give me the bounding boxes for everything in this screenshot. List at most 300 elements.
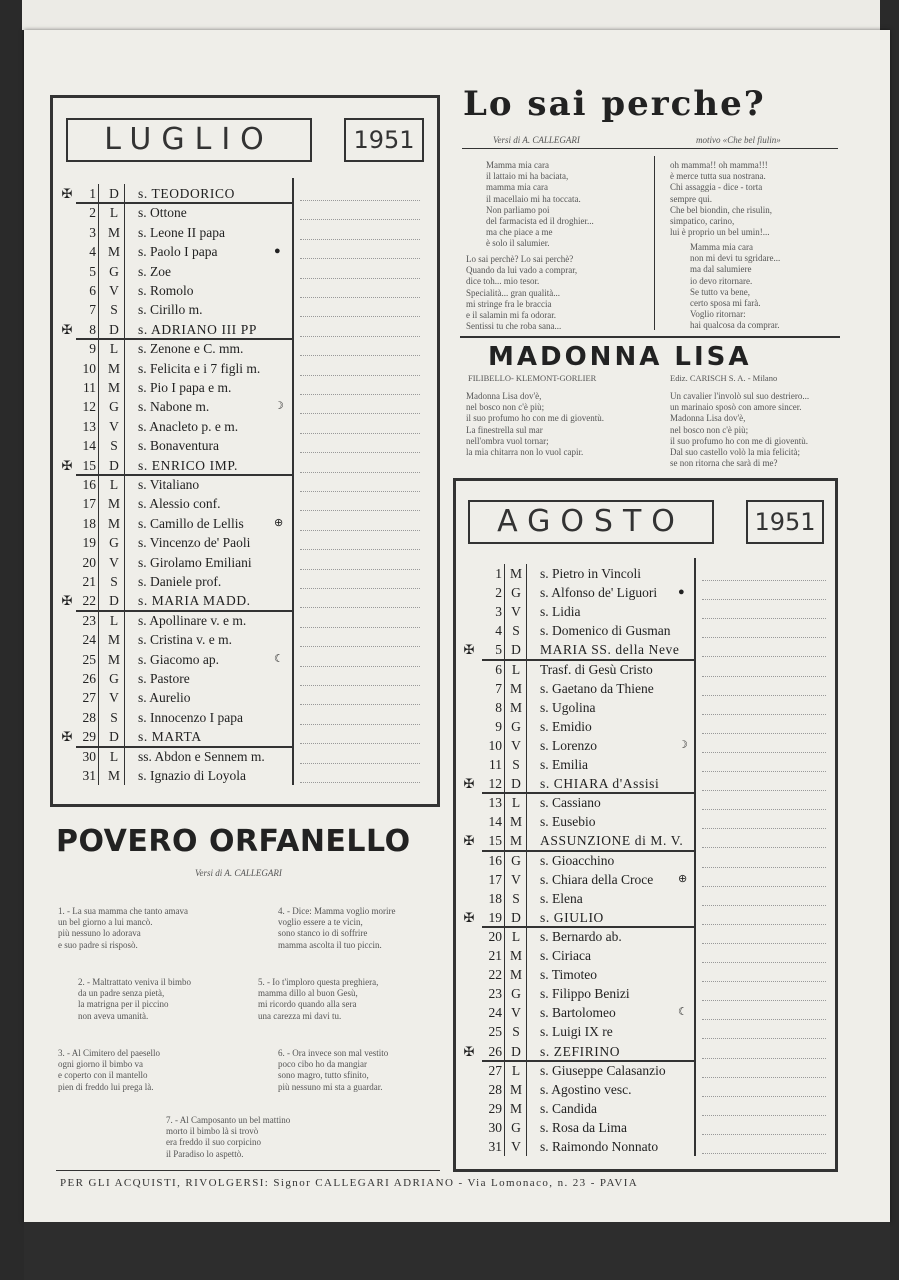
saint-name: s. Alessio conf. [138,496,221,512]
saint-name: s. TEODORICO [138,186,235,201]
moon-phase-icon: ⊕ [678,872,688,885]
day-row [460,660,700,679]
saint-name: ss. Abdon e Sennem m. [138,748,265,764]
day-row [58,262,298,281]
saint-name: s. Vincenzo de' Paoli [138,535,251,551]
weekday: L [511,795,521,811]
madonna-lisa-authors: FILIBELLO- KLEMONT-GORLIER [468,373,597,383]
day-number: 17 [488,871,502,887]
weekday: M [107,651,120,667]
saint-name: s. GIULIO [540,909,604,925]
day-number: 16 [82,477,96,492]
cross-icon: ✠ [61,321,73,337]
notes-line [300,394,420,396]
weekday: S [110,302,118,318]
day-row [58,630,298,649]
cross-icon: ✠ [61,593,73,609]
saint-name: s. Daniele prof. [138,574,222,589]
notes-line [300,763,420,765]
agosto-month-title: AGOSTO [468,500,714,544]
weekday: S [512,890,520,906]
day-row [58,359,298,378]
notes-line [300,607,420,609]
notes-line [702,981,826,983]
notes-line [702,733,826,735]
moon-phase-icon: ⊕ [274,516,284,529]
cross-icon: ✠ [463,833,475,849]
day-row [58,553,298,572]
weekday: M [107,768,120,783]
notes-line [300,627,420,629]
day-number: 25 [82,651,96,667]
day-number: 8 [89,321,96,337]
notes-line [300,200,420,202]
notes-line [702,1134,826,1136]
saint-name: s. CHIARA d'Assisi [540,776,660,792]
weekday: D [511,1043,521,1059]
weekday: M [509,1081,522,1097]
moon-phase-icon: ☽ [678,738,688,751]
day-number: 9 [495,718,502,734]
day-row [58,688,298,707]
saint-name: s. Cristina v. e m. [138,632,232,648]
day-row [460,870,700,889]
weekday: V [511,871,521,887]
saint-name: s. Nabone m. [138,399,210,415]
day-row [460,1099,700,1118]
day-row [460,927,700,946]
saint-name: s. Bartolomeo [540,1005,616,1021]
notes-line [702,676,826,678]
day-row [58,708,298,727]
weekday: M [107,496,120,512]
day-row [58,436,298,455]
day-number: 25 [488,1024,502,1040]
notes-line [300,375,420,377]
day-row [460,621,700,640]
saint-name: s. Chiara della Croce [540,871,654,887]
notes-line [300,491,420,493]
day-number: 22 [488,967,502,983]
day-number: 15 [488,833,502,849]
weekday: D [511,642,521,658]
notes-line [300,685,420,687]
orfanello-verse-4: 4. - Dice: Mamma voglio morire voglio essere a te vicin, sono stanco io di soffrire mamma ascolta il tuo piccin. [278,906,396,950]
notes-line [300,472,420,474]
saint-name: s. Cirillo m. [138,302,203,318]
weekday: G [511,986,521,1002]
weekday: M [509,699,522,715]
day-row [460,564,700,583]
day-number: 31 [82,768,96,783]
day-number: 23 [488,986,502,1002]
weekday: M [107,380,120,395]
moon-phase-icon: ● [274,245,281,258]
lo-sai-divider [654,156,655,330]
saint-name: s. Camillo de Lellis [138,515,244,531]
day-row [460,774,700,793]
day-number: 19 [82,535,96,551]
day-number: 7 [89,302,96,318]
saint-name: s. Elena [540,890,583,906]
saint-name: s. Pietro in Vincoli [540,566,641,581]
day-row [460,717,700,736]
saint-name: ASSUNZIONE di M. V. [540,833,684,849]
cross-icon: ✠ [61,729,73,745]
weekday: S [512,757,520,772]
weekday: L [109,612,119,628]
day-row [460,812,700,831]
notes-line [300,336,420,338]
day-number: 28 [488,1081,502,1097]
day-number: 13 [82,418,96,434]
day-number: 28 [82,709,96,725]
weekday: M [107,244,120,260]
saint-name: s. Paolo I papa [138,244,218,260]
saint-name: s. Zoe [138,263,171,279]
day-number: 23 [82,612,96,628]
day-row [58,747,298,766]
weekday: G [511,718,521,734]
weekday: L [109,477,119,492]
weekday: G [511,852,521,868]
saint-name: s. Emidio [540,718,592,734]
notes-line [702,637,826,639]
notes-line [300,452,420,454]
cross-icon: ✠ [463,776,475,792]
day-number: 18 [82,515,96,531]
notes-line [300,413,420,415]
weekday: M [509,566,522,581]
weekday: G [511,1119,521,1135]
day-number: 14 [82,438,96,454]
notes-line [702,618,826,620]
saint-name: s. Ugolina [540,699,596,715]
day-number: 10 [488,737,502,753]
notes-line [702,656,826,658]
saint-name: s. ADRIANO III PP [138,321,257,337]
saint-name: MARIA SS. della Neve [540,642,680,658]
day-number: 5 [495,642,502,658]
luglio-year: 1951 [344,118,424,162]
day-number: 27 [82,690,96,706]
agosto-year: 1951 [746,500,824,544]
notes-line [300,704,420,706]
song-separator [460,336,840,338]
moon-phase-icon: ☾ [274,652,284,665]
notes-line [702,905,826,907]
day-number: 4 [89,244,96,260]
notes-line [702,771,826,773]
day-row [460,984,700,1003]
notes-line [300,316,420,318]
madonna-lisa-title: MADONNA LISA [488,342,752,372]
day-row [58,300,298,319]
notes-line [702,599,826,601]
day-row [58,494,298,513]
saint-name: s. Lidia [540,604,581,620]
day-row [460,583,700,602]
day-row [58,611,298,630]
day-number: 8 [495,699,502,715]
day-number: 13 [488,795,502,811]
saint-name: s. Luigi IX re [540,1024,613,1040]
day-row [460,793,700,812]
lo-sai-verse-4: Mamma mia cara non mi devi tu sgridare... ma dal salumiere io devo ritornare. Se tutto va bene, certo sposa mi farà. Voglio ritornar: hai qualcosa da comprar. [690,242,781,331]
footer-rule [56,1170,440,1171]
saint-name: s. Girolamo Emiliani [138,554,252,570]
weekday: V [109,283,119,298]
saint-name: s. Gaetano da Thiene [540,680,654,696]
notes-line [702,828,826,830]
day-number: 30 [488,1119,502,1135]
notes-line [702,1077,826,1079]
notes-line [702,1000,826,1002]
saint-name: s. Alfonso de' Liguori [540,585,658,601]
weekday: S [110,438,118,454]
day-row [460,640,700,659]
weekday: L [511,661,521,677]
weekday: L [511,1062,521,1078]
day-number: 2 [495,585,502,601]
notes-line [300,219,420,221]
notes-line [702,809,826,811]
day-number: 29 [82,729,96,745]
saint-name: s. Anacleto p. e m. [138,418,239,434]
day-row [460,755,700,774]
notes-line [300,782,420,784]
weekday: M [509,814,522,830]
saint-name: s. Giacomo ap. [138,651,219,667]
notes-line [300,549,420,551]
day-row [58,591,298,610]
weekday: V [109,418,119,434]
notes-line [300,569,420,571]
day-row [58,572,298,591]
weekday: D [109,186,119,201]
saint-name: s. ENRICO IMP. [138,457,238,473]
weekday: M [107,360,120,376]
saint-name: s. Bonaventura [138,438,219,454]
day-number: 22 [82,593,96,609]
weekday: L [511,928,521,944]
weekday: D [109,729,119,745]
weekday: M [509,948,522,963]
day-number: 4 [495,623,502,639]
day-number: 21 [488,948,502,963]
madonna-lisa-verse-2: Un cavalier l'involò sul suo destriero... un marinaio sposò con amore sincer. Madonna Lisa dov'è, nel bosco non c'è più; il suo profumo ho con me di gioventù. Dal suo castello volò la mia felicità; se non ritorna che sarà di me? [670,391,810,469]
saint-name: s. Bernardo ab. [540,928,622,944]
orfanello-credit: Versi di A. CALLEGARI [195,868,282,878]
cross-icon: ✠ [61,457,73,473]
luglio-month-title: LUGLIO [66,118,312,162]
day-row [58,533,298,552]
saint-name: s. Agostino vesc. [540,1081,632,1097]
day-row [460,1022,700,1041]
lo-sai-verse-2: Lo sai perchè? Lo sai perchè? Quando da lui vado a comprar, dice toh... mio tesor. Specialità... gran qualità... mi stringe fra le braccia e il salamin mi fa odorar. Sentissi tu che roba sana... [466,254,578,332]
day-row [460,1061,700,1080]
orfanello-verse-6: 6. - Ora invece son mal vestito poco cibo ho da mangiar sono magro, tutto sfinito, più nessuno mi sta a guardar. [278,1048,389,1092]
cross-icon: ✠ [61,186,73,201]
day-number: 20 [488,928,502,944]
day-number: 15 [82,457,96,473]
day-row [460,1137,700,1156]
day-row [58,339,298,358]
weekday: V [109,690,119,706]
weekday: V [511,604,521,620]
day-number: 26 [82,671,96,686]
day-number: 6 [495,661,502,677]
weekday: D [109,321,119,337]
day-row [58,766,298,785]
weekday: L [109,748,119,764]
moon-phase-icon: ☾ [678,1006,688,1019]
saint-name: s. Giuseppe Calasanzio [540,1062,666,1078]
day-row [58,184,298,203]
day-number: 3 [89,224,96,240]
day-row [58,320,298,339]
notes-line [300,666,420,668]
day-row [58,281,298,300]
notes-line [300,724,420,726]
weekday: V [511,1139,521,1154]
moon-phase-icon: ☽ [274,400,284,413]
weekday: M [509,967,522,983]
orfanello-verse-2: 2. - Maltrattato veniva il bimbo da un padre senza pietà, la matrigna per il piccino non aveva umanità. [78,977,191,1021]
weekday: S [110,709,118,725]
cross-icon: ✠ [463,642,475,658]
day-number: 19 [488,909,502,925]
day-number: 14 [488,814,502,830]
day-number: 10 [82,360,96,376]
day-number: 12 [82,399,96,415]
weekday: G [109,535,119,551]
saint-name: s. Timoteo [540,967,598,983]
orfanello-verse-1: 1. - La sua mamma che tanto amava un bel giorno a lui mancò. più nessuno lo adorava e suo padre si risposò. [58,906,188,950]
day-row [460,602,700,621]
notes-line [300,355,420,357]
saint-name: s. Pio I papa e m. [138,380,232,395]
saint-name: Trasf. di Gesù Cristo [540,661,653,677]
day-row [460,1042,700,1061]
cross-icon: ✠ [463,909,475,925]
day-number: 24 [488,1005,502,1021]
notes-line [702,1038,826,1040]
weekday: D [511,776,521,792]
weekday: M [107,632,120,648]
notes-line [702,580,826,582]
weekday: M [509,1100,522,1116]
weekday: G [511,585,521,601]
saint-name: s. ZEFIRINO [540,1043,621,1059]
notes-line [702,695,826,697]
lo-sai-motivo: motivo «Che bel fiulin» [696,135,781,145]
lo-sai-title: Lo sai perche? [463,84,766,124]
notes-line [300,278,420,280]
lo-sai-verse-1: Mamma mia cara il lattaio mi ha baciata, mamma mia cara il macellaio mi ha toccata. Non parliamo poi del farmacista ed il droghier... ma che piace a me è solo il salumier. [486,160,594,249]
saint-name: s. Rosa da Lima [540,1119,627,1135]
notes-line [300,510,420,512]
saint-name: s. Leone II papa [138,224,225,240]
day-number: 18 [488,890,502,906]
lo-sai-credit: Versi di A. CALLEGARI [493,135,580,145]
day-number: 1 [89,186,96,201]
orfanello-title: POVERO ORFANELLO [56,824,411,859]
weekday: D [109,457,119,473]
day-row [460,1080,700,1099]
day-number: 3 [495,604,502,620]
saint-name: s. Felicita e i 7 figli m. [138,360,261,376]
notes-line [702,847,826,849]
day-row [460,736,700,755]
notes-line [300,646,420,648]
day-number: 9 [89,341,96,357]
day-row [460,1118,700,1137]
notes-line [300,530,420,532]
notes-line [300,743,420,745]
day-number: 17 [82,496,96,512]
day-row [58,456,298,475]
saint-name: s. Filippo Benizi [540,986,630,1002]
notes-line [702,714,826,716]
background-shadow [24,1222,890,1280]
weekday: G [109,263,119,279]
orfanello-verse-5: 5. - Io t'imploro questa preghiera, mamma dillo al buon Gesù, mi ricordo quando alla sera una carezza mi davi tu. [258,977,379,1021]
saint-name: s. Raimondo Nonnato [540,1139,659,1154]
day-row [58,223,298,242]
notes-line [702,1153,826,1155]
notes-line [702,752,826,754]
day-row [58,203,298,222]
day-number: 20 [82,554,96,570]
notes-line [702,867,826,869]
day-number: 16 [488,852,502,868]
day-number: 2 [89,205,96,221]
notes-line [300,297,420,299]
day-row [58,397,298,416]
saint-name: s. Pastore [138,671,190,686]
saint-name: s. Apollinare v. e m. [138,612,247,628]
day-number: 11 [489,757,502,772]
weekday: D [511,909,521,925]
cross-icon: ✠ [463,1043,475,1059]
day-row [460,831,700,850]
day-number: 29 [488,1100,502,1116]
day-row [460,679,700,698]
saint-name: s. Aurelio [138,690,191,706]
weekday: L [109,341,119,357]
saint-name: s. MARTA [138,729,202,745]
notes-line [300,239,420,241]
madonna-lisa-verse-1: Madonna Lisa dov'è, nel bosco non c'è più; il suo profumo ho con me di gioventù. La finestrella sul mar nell'ombra vuol tornar; la mia chitarra non lo vuol capir. [466,391,604,458]
moon-phase-icon: ● [678,586,685,599]
day-row [460,851,700,870]
day-number: 26 [488,1043,502,1059]
day-row [58,669,298,688]
saint-name: s. Candida [540,1100,597,1116]
day-number: 11 [83,380,96,395]
saint-name: s. Cassiano [540,795,601,811]
day-number: 7 [495,680,502,696]
notes-line [300,433,420,435]
day-number: 30 [82,748,96,764]
lo-sai-verse-3: oh mamma!! oh mamma!!! è merce tutta sua nostrana. Chi assaggia - dice - torta sempre qui. Che bel biondin, che risulin, simpatico, carino, lui è proprio un bel umin!... [670,160,772,238]
day-number: 5 [89,263,96,279]
day-row [460,965,700,984]
day-number: 27 [488,1062,502,1078]
notes-line [300,258,420,260]
day-row [460,1003,700,1022]
